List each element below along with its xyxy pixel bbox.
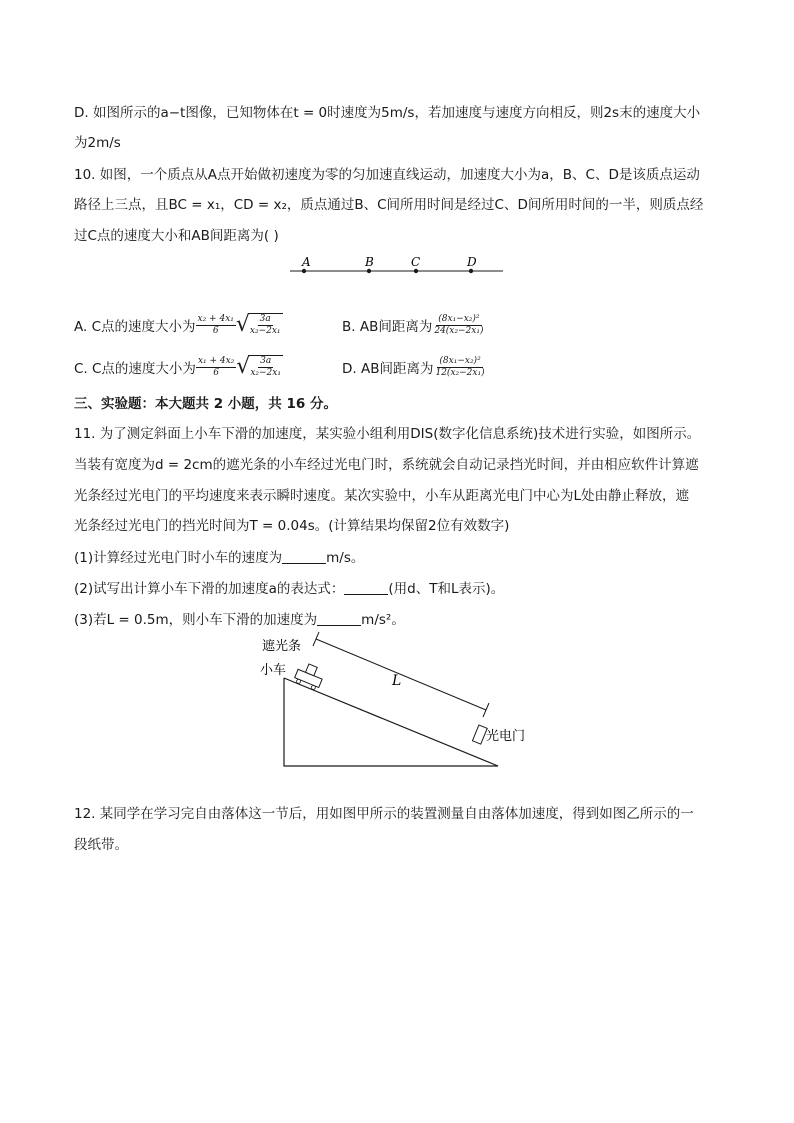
q9-option-d-line2: 为2m/s <box>74 135 121 151</box>
point-a-label: A <box>302 255 311 269</box>
q10-option-c[interactable] <box>74 349 283 385</box>
incline-triangle <box>284 678 498 766</box>
q11-sub2-answer-blank[interactable] <box>344 581 388 595</box>
q10-option-d[interactable] <box>342 349 487 385</box>
option-c-prefix: C. C点的速度大小为 <box>74 361 196 377</box>
q11-sub3-answer-blank[interactable] <box>317 612 361 626</box>
point-d-dot <box>469 269 473 273</box>
q10-stem-line3: 过C点的速度大小和AB间距离为( ) <box>74 228 279 244</box>
point-b-dot <box>367 269 371 273</box>
option-a-sqrt: √ $\frac{3a}{\text{x₂−2x₁}}$ <box>235 312 281 337</box>
label-light-strip: 遮光条 <box>262 639 302 654</box>
q10-option-a[interactable] <box>74 307 283 343</box>
point-d-label: D <box>467 255 477 269</box>
q11-stem-line4: 光条经过光电门的挡光时间为T = 0.04s。(计算结果均保留2位有效数字) <box>74 518 510 534</box>
q11-stem-line3: 光条经过光电门的平均速度来表示瞬时速度。某次实验中，小车从距离光电门中心为L处由静止释放，遮 <box>74 488 690 504</box>
option-d-prefix: D. AB间距离为 <box>342 361 434 377</box>
q11-sub1-answer-blank[interactable] <box>282 550 326 564</box>
point-b-label: B <box>365 255 374 269</box>
q11-stem-line2: 当装有宽度为d = 2cm的遮光条的小车经过光电门时，系统就会自动记录挡光时间，并由相应软件计算遮 <box>74 457 699 473</box>
option-c-sqrt: √ $\frac{3a}{\text{x₂−2x₁}}$ <box>236 354 281 379</box>
point-c-label: C <box>411 255 421 269</box>
option-a-fraction: $\frac{\text{x₂ + 4x₁}}{6}$ <box>197 313 234 336</box>
q11-stem-line1: 11. 为了测定斜面上小车下滑的加速度，某实验小组利用DIS(数字化信息系统)技术进行实验，如图所示。 <box>74 426 701 442</box>
q11-sub2: (2)试写出计算小车下滑的加速度a的表达式： (用d、T和L表示)。 <box>74 581 505 597</box>
q10-stem-line1: 10. 如图，一个质点从A点开始做初速度为零的匀加速直线运动，加速度大小为a，B、C、D是该质点运动 <box>74 167 700 183</box>
option-c-fraction: $\frac{\text{x₁ + 4x₂}}{6}$ <box>197 355 235 378</box>
point-a-dot <box>302 269 306 273</box>
q11-incline-figure <box>250 630 526 772</box>
label-distance-l: L <box>392 673 402 689</box>
label-photogate: 光电门 <box>486 729 526 744</box>
option-b-fraction: $\frac{\text{(8x₁−x₂)²}}{\text{24(x₂−2x₁)}}$ <box>434 313 484 336</box>
q12-stem-line1: 12. 某同学在学习完自由落体这一节后，用如图甲所示的装置测量自由落体加速度，得到如图乙所示的一 <box>74 806 694 822</box>
q12-stem-line2: 段纸带。 <box>74 837 128 853</box>
q11-sub1: (1)计算经过光电门时小车的速度为 m/s。 <box>74 550 365 566</box>
q11-sub3: (3)若L = 0.5m，则小车下滑的加速度为 m/s²。 <box>74 612 405 628</box>
point-c-dot <box>414 269 418 273</box>
cart-icon <box>293 661 325 691</box>
option-a-prefix: A. C点的速度大小为 <box>74 319 196 335</box>
q9-option-d-line1: D. 如图所示的a−t图像，已知物体在t = 0时速度为5m/s，若加速度与速度方向相反，则2s末的速度大小 <box>74 105 701 121</box>
label-cart: 小车 <box>260 663 287 678</box>
q10-stem-line2: 路径上三点，且BC = x₁，CD = x₂，质点通过B、C间所用时间是经过C、D间所用时间的一半，则质点经 <box>74 197 704 213</box>
option-b-prefix: B. AB间距离为 <box>342 319 433 335</box>
option-d-fraction: $\frac{\text{(8x₁−x₂)²}}{\text{12(x₂−2x₁)}}$ <box>435 355 485 378</box>
q10-option-b[interactable] <box>342 307 485 343</box>
photogate-icon <box>472 725 487 744</box>
q10-point-line-figure <box>285 250 510 280</box>
section-3-heading: 三、实验题：本大题共 2 小题，共 16 分。 <box>74 396 337 412</box>
